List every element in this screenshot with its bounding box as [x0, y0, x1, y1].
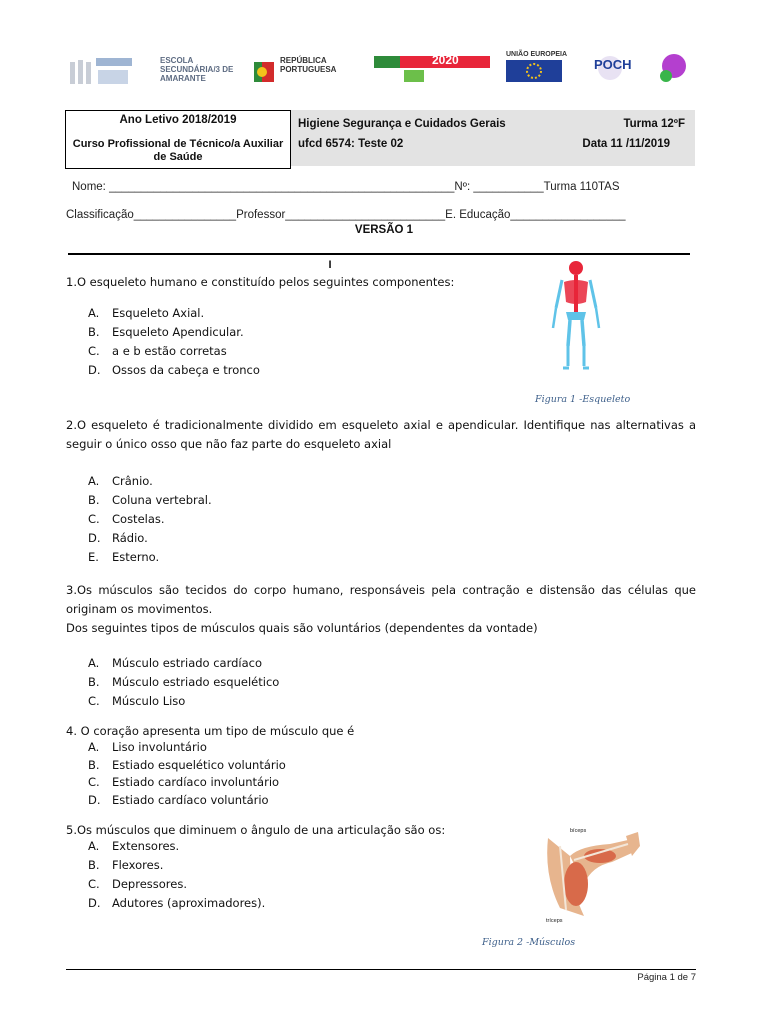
footer-divider	[66, 969, 696, 970]
option: A. Liso involuntário	[88, 740, 207, 754]
option: C. Músculo Liso	[88, 694, 186, 708]
eu-name: UNIÃO EUROPEIA	[506, 51, 568, 58]
question-3-subtext: Dos seguintes tipos de músculos quais são voluntários (dependentes da vontade)	[66, 621, 538, 635]
option: A. Crânio.	[88, 474, 153, 488]
name-field-line: Nome: ______________________________________________________Nº: ___________Turma 110TAS	[72, 181, 620, 193]
grade-field-line: Classificação________________Professor_________________________E. Educação__________________	[66, 209, 626, 221]
poch-name: POCH	[594, 57, 632, 72]
question-3-options	[88, 654, 279, 711]
option: C. a e b estão corretas	[88, 344, 227, 358]
question-1-options	[88, 304, 260, 380]
option: B. Músculo estriado esquelético	[88, 675, 280, 689]
school-emblem-icon	[68, 50, 138, 92]
option: A. Extensores.	[88, 839, 180, 853]
course-info-box	[65, 110, 291, 169]
class-label: Turma 12ºF	[623, 118, 685, 130]
module-name: ufcd 6574: Teste 02	[298, 138, 404, 150]
arm-muscles-figure	[540, 826, 644, 924]
figure-1-caption: Figura 1 -Esqueleto	[535, 394, 631, 405]
figure-2-caption: Figura 2 -Músculos	[482, 937, 576, 948]
republic-name: REPÚBLICA PORTUGUESA	[280, 56, 337, 74]
option: C. Depressores.	[88, 877, 187, 891]
biceps-label: bíceps	[570, 828, 587, 834]
course-name: Curso Profissional de Técnico/a Auxiliar de Saúde	[72, 138, 284, 163]
school-year: Ano Letivo 2018/2019	[119, 114, 237, 126]
eu-logo	[506, 50, 578, 92]
version-label: VERSÃO 1	[354, 224, 414, 236]
school-logo	[68, 50, 233, 92]
test-date: Data 11 /11/2019	[582, 138, 670, 150]
question-1-text: 1.O esqueleto humano e constituído pelos seguintes componentes:	[66, 275, 455, 289]
option: B. Coluna vertebral.	[88, 493, 212, 507]
option: B. Flexores.	[88, 858, 164, 872]
option: A. Músculo estriado cardíaco	[88, 656, 263, 670]
option: D. Adutores (aproximadores).	[88, 896, 266, 910]
program-logo	[374, 50, 494, 92]
page-number: Página 1 de 7	[637, 972, 696, 983]
option: A. Esqueleto Axial.	[88, 306, 205, 320]
question-4-text: 4. O coração apresenta um tipo de músculo que é	[66, 724, 355, 738]
question-4-options	[88, 739, 286, 809]
section-number: I	[328, 259, 332, 271]
option: D. Estiado cardíaco voluntário	[88, 792, 269, 807]
subject-name: Higiene Segurança e Cuidados Gerais	[298, 118, 506, 130]
option: D. Rádio.	[88, 531, 148, 545]
question-2-text: 2.O esqueleto é tradicionalmente dividido em esqueleto axial e apendicular. Identifique nas alternativas a seguir o único osso que não faz parte do esqueleto axial	[66, 418, 696, 451]
question-3-text: 3.Os músculos são tecidos do corpo humano, responsáveis pela contração e distensão das células que originam os movimentos.	[66, 583, 696, 616]
option: B. Esqueleto Apendicular.	[88, 325, 244, 339]
question-5-text: 5.Os músculos que diminuem o ângulo de una articulação são os:	[66, 823, 446, 837]
header-divider	[68, 253, 690, 255]
header-logos	[68, 50, 700, 96]
poch-logo	[590, 50, 690, 92]
option: D. Ossos da cabeça e tronco	[88, 363, 260, 377]
option: E. Esterno.	[88, 550, 160, 564]
question-2-options	[88, 472, 212, 567]
question-5-options	[88, 837, 265, 913]
option: B. Estiado esquelético voluntário	[88, 757, 286, 772]
portugal-flag-icon	[254, 62, 274, 82]
skeleton-figure	[548, 258, 604, 372]
subject-info-box	[291, 110, 695, 166]
school-name: ESCOLA SECUNDÁRIA/3 DE AMARANTE	[160, 56, 234, 83]
triceps-label: tríceps	[546, 918, 563, 924]
option: C. Costelas.	[88, 512, 165, 526]
republic-logo	[254, 50, 354, 92]
option: C. Estiado cardíaco involuntário	[88, 775, 280, 789]
program-name: 2020	[432, 53, 459, 67]
